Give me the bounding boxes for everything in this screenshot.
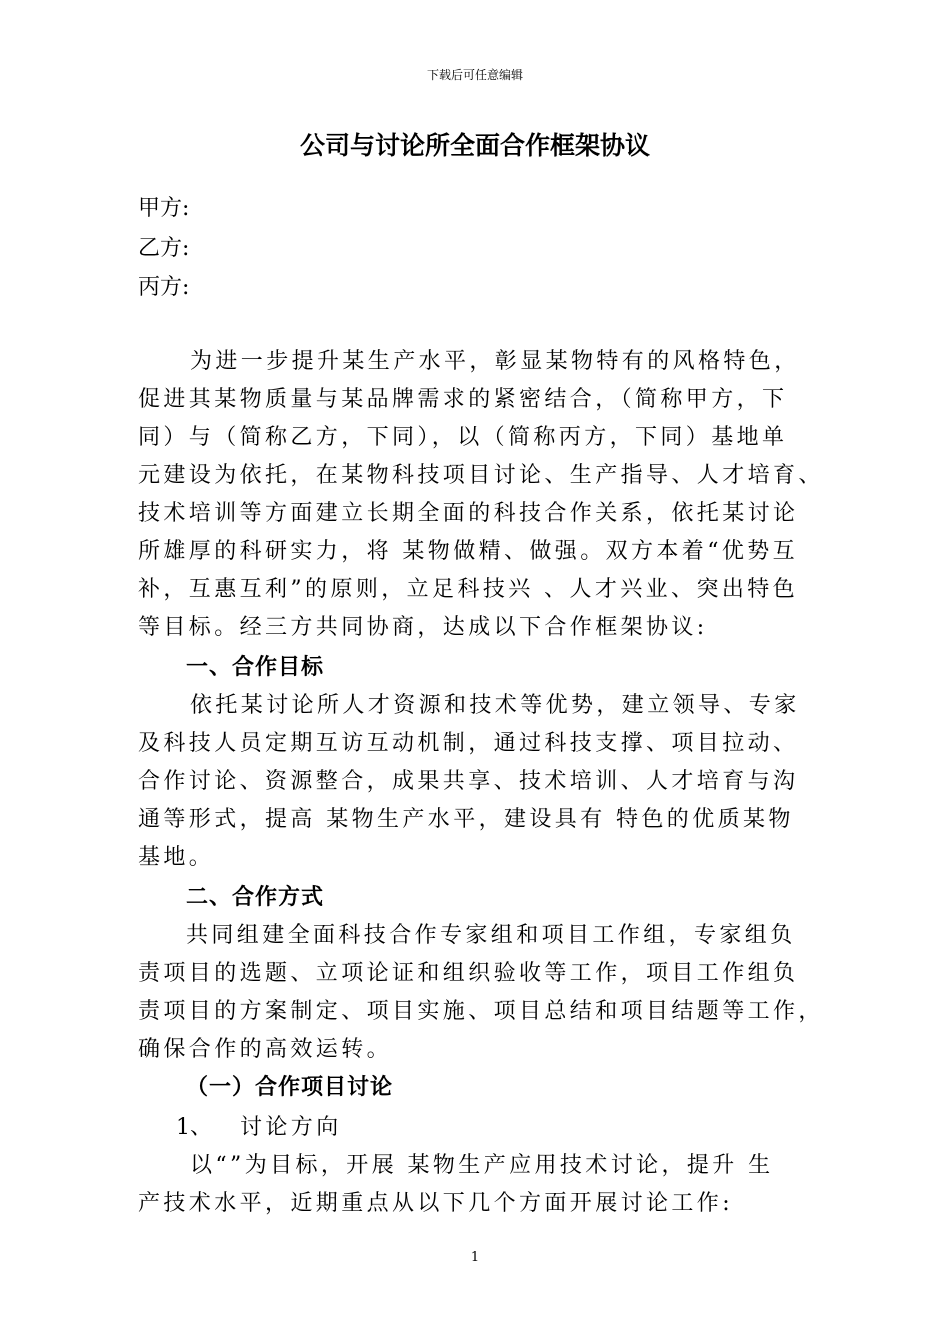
section-goals-line: 及科技人员定期互访互动机制，通过科技支撑、项目拉动、	[138, 731, 799, 756]
party-c-label: 丙方:	[138, 275, 190, 300]
page-number: 1	[470, 1250, 480, 1265]
section-goals-line: 依托某讨论所人才资源和技术等优势，建立领导、专家	[190, 693, 800, 718]
party-a-label: 甲方:	[138, 196, 190, 221]
header-note: 下载后可任意编辑	[426, 68, 523, 82]
subsection-line: 以“”为目标，开展 某物生产应用技术讨论，提升 生	[190, 1153, 774, 1178]
section-methods-line: 确保合作的高效运转。	[138, 1037, 393, 1062]
subsection-line: 产技术水平，近期重点从以下几个方面开展讨论工作:	[138, 1191, 734, 1216]
section-goals-line: 基地。	[138, 845, 215, 870]
intro-line: 所雄厚的科研实力，将 某物做精、做强。双方本着“优势互	[138, 539, 799, 564]
section-heading-goals: 一、合作目标	[186, 655, 325, 680]
intro-line: 技术培训等方面建立长期全面的科技合作关系，依托某讨论	[138, 501, 799, 526]
intro-line: 补，互惠互利”的原则，立足科技兴 、人才兴业、突出特色	[138, 577, 799, 602]
intro-line: 元建设为依托，在某物科技项目讨论、生产指导、人才培育、	[138, 463, 824, 488]
section-methods-line: 共同组建全面科技合作专家组和项目工作组，专家组负	[186, 923, 796, 948]
item-number: 1、	[176, 1115, 212, 1140]
subsection-heading-projects: （一）合作项目讨论	[186, 1075, 394, 1100]
intro-line: 为进一步提升某生产水平，彰显某物特有的风格特色，	[190, 349, 800, 374]
section-heading-methods: 二、合作方式	[186, 885, 325, 910]
section-goals-line: 合作讨论、资源整合，成果共享、技术培训、人才培育与沟	[138, 769, 799, 794]
intro-line: 促进其某物质量与某品牌需求的紧密结合，（简称甲方，下	[138, 387, 788, 412]
intro-line: 等目标。经三方共同协商，达成以下合作框架协议:	[138, 615, 708, 640]
intro-line: 同）与（简称乙方，下同），以（简称丙方，下同）基地单	[138, 425, 788, 450]
document-title: 公司与讨论所全面合作框架协议	[299, 131, 650, 160]
section-methods-line: 责项目的选题、立项论证和组织验收等工作，项目工作组负	[138, 961, 799, 986]
section-methods-line: 责项目的方案制定、项目实施、项目总结和项目结题等工作，	[138, 999, 824, 1024]
section-goals-line: 通等形式，提高 某物生产水平，建设具有 特色的优质某物	[138, 807, 794, 832]
item-label: 讨论方向	[240, 1115, 342, 1140]
party-b-label: 乙方:	[138, 236, 190, 261]
